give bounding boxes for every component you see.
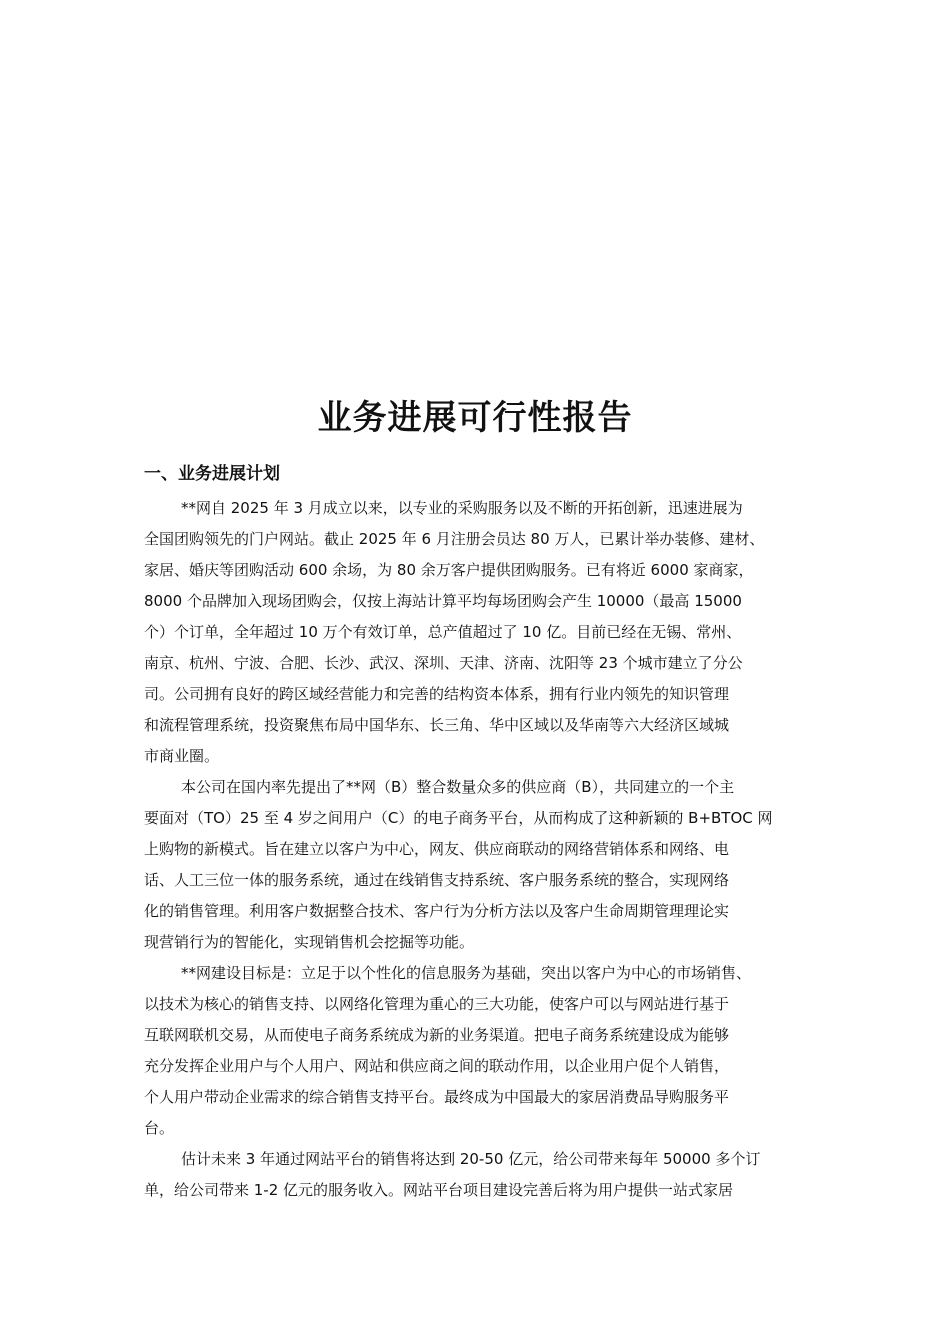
paragraph-line: 现营销行为的智能化，实现销售机会挖掘等功能。 — [144, 933, 475, 951]
paragraph-line: 个）个订单，全年超过 10 万个有效订单，总产值超过了 10 亿。目前已经在无锡、常州、 — [144, 623, 742, 641]
paragraph-line: 要面对（TO）25 至 4 岁之间用户（C）的电子商务平台，从而构成了这种新颖的 B+BTOC 网 — [144, 809, 773, 827]
paragraph-line: 充分发挥企业用户与个人用户、网站和供应商之间的联动作用，以企业用户促个人销售， — [144, 1057, 730, 1075]
paragraph-line: 单，给公司带来 1-2 亿元的服务收入。网站平台项目建设完善后将为用户提供一站式家居 — [144, 1181, 734, 1199]
paragraph-line: 市商业圈。 — [144, 747, 220, 765]
paragraph-line: 个人用户带动企业需求的综合销售支持平台。最终成为中国最大的家居消费品导购服务平 — [144, 1088, 730, 1106]
document-title: 业务进展可行性报告 — [317, 398, 633, 438]
paragraph-line: 台。 — [144, 1119, 175, 1137]
paragraph-line: 全国团购领先的门户网站。截止 2025 年 6 月注册会员达 80 万人，已累计举办装修、建材、 — [144, 530, 765, 548]
paragraph-line: 以技术为核心的销售支持、以网络化管理为重心的三大功能，使客户可以与网站进行基于 — [144, 995, 730, 1013]
section-heading: 一、业务进展计划 — [144, 464, 280, 484]
paragraph-line: 互联网联机交易，从而使电子商务系统成为新的业务渠道。把电子商务系统建设成为能够 — [144, 1026, 730, 1044]
paragraph-line: 家居、婚庆等团购活动 600 余场，为 80 余万客户提供团购服务。已有将近 6000 家商家， — [144, 561, 754, 579]
paragraph-line: **网建设目标是：立足于以个性化的信息服务为基础，突出以客户为中心的市场销售、 — [181, 964, 752, 982]
paragraph-line: **网自 2025 年 3 月成立以来，以专业的采购服务以及不断的开拓创新，迅速进展为 — [181, 499, 743, 517]
paragraph-line: 和流程管理系统，投资聚焦布局中国华东、长三角、华中区域以及华南等六大经济区域城 — [144, 716, 730, 734]
paragraph-line: 司。公司拥有良好的跨区域经营能力和完善的结构资本体系，拥有行业内领先的知识管理 — [144, 685, 730, 703]
paragraph-line: 南京、杭州、宁波、合肥、长沙、武汉、深圳、天津、济南、沈阳等 23 个城市建立了分公 — [144, 654, 743, 672]
paragraph-line: 估计未来 3 年通过网站平台的销售将达到 20-50 亿元，给公司带来每年 50000 多个订 — [181, 1150, 761, 1168]
paragraph-line: 本公司在国内率先提出了**网（B）整合数量众多的供应商（B），共同建立的一个主 — [181, 778, 735, 796]
paragraph-line: 化的销售管理。利用客户数据整合技术、客户行为分析方法以及客户生命周期管理理论实 — [144, 902, 730, 920]
paragraph-line: 话、人工三位一体的服务系统，通过在线销售支持系统、客户服务系统的整合，实现网络 — [144, 871, 730, 889]
paragraph-line: 上购物的新模式。旨在建立以客户为中心，网友、供应商联动的网络营销体系和网络、电 — [144, 840, 730, 858]
paragraph-line: 8000 个品牌加入现场团购会，仅按上海站计算平均每场团购会产生 10000（最高 15000 — [144, 592, 742, 610]
